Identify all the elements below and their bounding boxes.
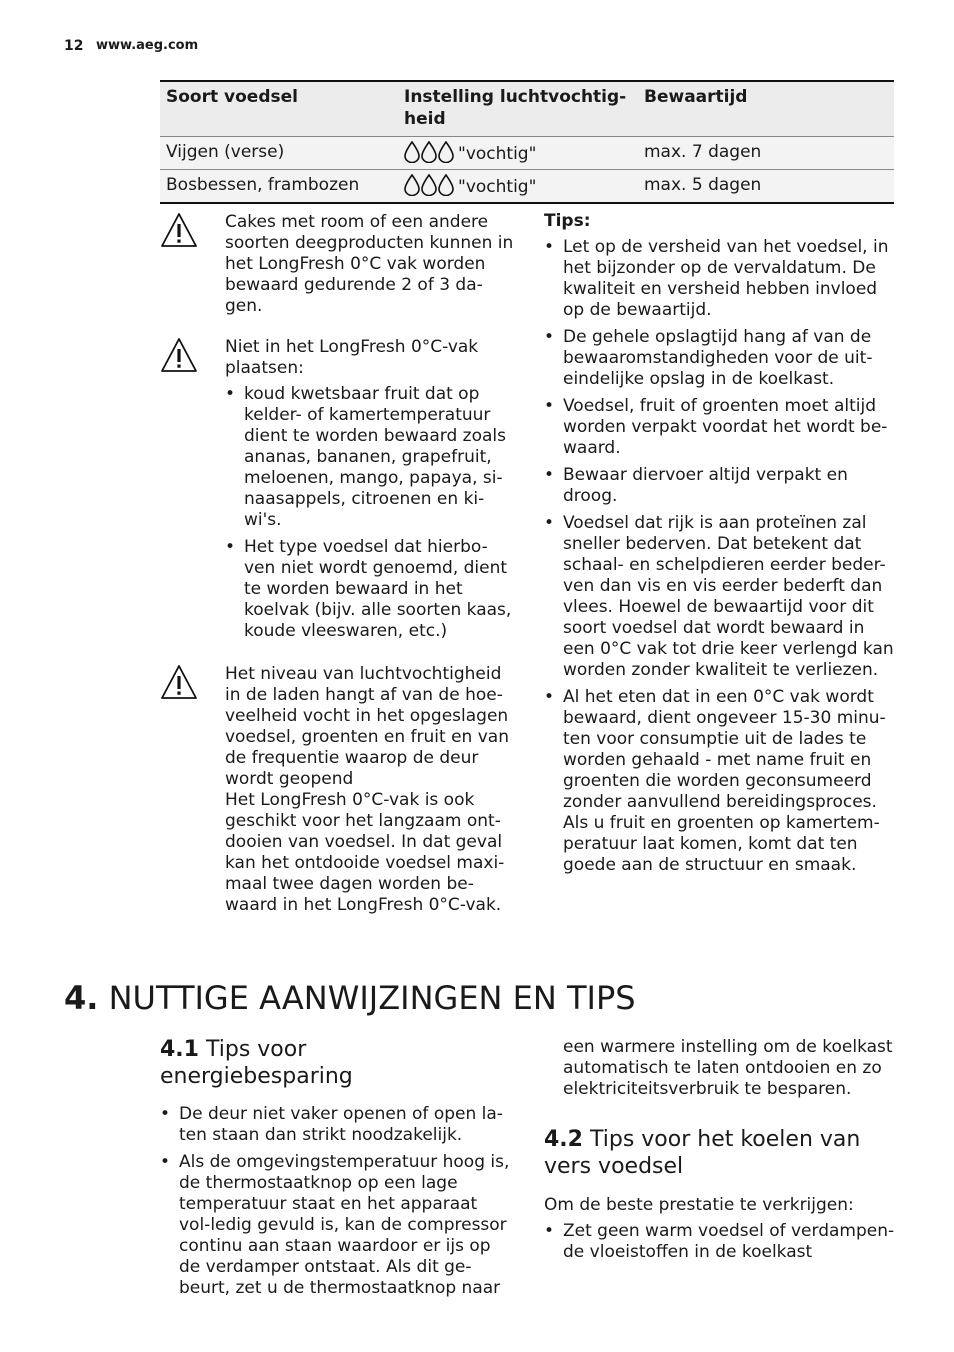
section-title-line1: Tips voor het koelen van [589, 1127, 861, 1152]
list-item: • De deur niet vaker openen of open la-ten staan dan strikt noodzakelijk. [160, 1104, 512, 1146]
list-item: • Voedsel dat rijk is aan proteïnen zal sneller bederven. Dat betekent dat schaal- en schelpdieren eerder beder-ven dan vis en vis eerder bederft dan vlees. Hoewel de bewaartijd voor dit soort voedsel dat wordt bewaard in een 0°C vak tot drie keer verlengd kan worden zonder kwaliteit te verliezen. [544, 513, 896, 681]
page-number: 12 [64, 38, 84, 54]
humidity-setting: "vochtig" [458, 177, 537, 197]
tips-title: Tips: [544, 211, 591, 231]
warning-text-2: Het LongFresh 0°C-vak is ook geschikt voor het langzaam ont-dooien van voedsel. In dat geval kan het ontdooide voedsel maxi-maal twee dagen worden be-waard in het LongFresh 0°C-vak. [225, 790, 505, 915]
list-item: • Bewaar diervoer altijd verpakt en droog. [544, 465, 896, 507]
chapter-heading [64, 978, 636, 1018]
section-4-1-continuation: een warmere instelling om de koelkast automatisch te laten ontdooien en zo elektriciteitsverbruik te besparen. [563, 1037, 893, 1099]
header-url: www.aeg.com [96, 38, 199, 53]
table-row [160, 170, 894, 204]
section-title-line2: energiebesparing [160, 1064, 353, 1089]
storage-time-cell: max. 5 dagen [638, 170, 894, 204]
warning-text: Niet in het LongFresh 0°C-vak plaatsen: [225, 337, 479, 378]
list-item: • Voedsel, fruit of groenten moet altijd worden verpakt voordat het wordt be-waard. [544, 396, 896, 459]
column-header-humidity: Instelling luchtvochtig-heid [398, 81, 638, 137]
humidity-cell [398, 137, 638, 170]
chapter-title: NUTTIGE AANWIJZINGEN EN TIPS [108, 979, 636, 1017]
list-item: • Zet geen warm voedsel of verdampen-de vloeistoffen in de koelkast [544, 1221, 896, 1263]
water-drops-icon [404, 174, 454, 196]
chapter-number: 4. [64, 979, 99, 1017]
table-row [160, 137, 894, 170]
section-heading-4-1 [160, 1036, 520, 1090]
section-title-line1: Tips voor [205, 1037, 307, 1062]
column-header-food: Soort voedsel [160, 81, 398, 137]
energy-tips-list [160, 1104, 512, 1299]
list-item: • koud kwetsbaar fruit dat op kelder- of kamertemperatuur dient te worden bewaard zoals ananas, bananen, grapefruit, meloenen, mango, papaya, si-naasappels, citroenen en ki-wi's. [225, 384, 517, 531]
warning-triangle-icon [160, 664, 198, 700]
warning-text: Het niveau van luchtvochtigheid in de laden hangt af van de hoe-veelheid vocht in het opgeslagen voedsel, groenten en fruit en van de frequentie waarop de deur wordt geopend [225, 664, 509, 789]
section-number: 4.2 [544, 1127, 583, 1152]
warning-text: Cakes met room of een andere soorten deegproducten kunnen in het LongFresh 0°C vak worden bewaard gedurende 2 of 3 da-gen. [225, 212, 514, 316]
warning-content [225, 664, 517, 916]
humidity-setting: "vochtig" [458, 144, 537, 164]
list-item: • Let op de versheid van het voedsel, in het bijzonder op de vervaldatum. De kwaliteit en versheid hebben invloed op de bewaartijd. [544, 237, 896, 321]
food-cell: Bosbessen, frambozen [160, 170, 398, 204]
storage-table [160, 80, 894, 204]
warning-content [225, 337, 517, 648]
table-header-row [160, 81, 894, 137]
warning-triangle-icon [160, 212, 198, 248]
section-4-1-body [160, 1104, 512, 1305]
storage-time-cell: max. 7 dagen [638, 137, 894, 170]
water-drops-icon [404, 141, 454, 163]
warning-triangle-icon [160, 337, 198, 373]
tips-list [544, 237, 896, 876]
section-heading-4-2 [544, 1126, 904, 1180]
list-item: • Al het eten dat in een 0°C vak wordt bewaard, dient ongeveer 15-30 minu-ten voor consumptie uit de lades te worden gehaald - met name fruit en groenten die worden geconsumeerd zonder aanvullend bereidingsproces. Als u fruit en groenten op kamertem-peratuur laat komen, komt dat ten goede aan de structuur en smaak. [544, 687, 896, 876]
warning-list [225, 384, 517, 642]
list-item: • Als de omgevingstemperatuur hoog is, de thermostaatknop op een lage temperatuur staat en het apparaat vol-ledig gevuld is, kan de compressor continu aan staan waardoor er ijs op de verdamper ontstaat. Als dit ge-beurt, zet u de thermostaatknop naar [160, 1152, 512, 1299]
humidity-cell [398, 170, 638, 204]
column-header-storage-time: Bewaartijd [638, 81, 894, 137]
section-title-line2: vers voedsel [544, 1154, 684, 1179]
list-item: • De gehele opslagtijd hang af van de bewaaromstandigheden voor de uit-eindelijke opslag in de koelkast. [544, 327, 896, 390]
food-cell: Vijgen (verse) [160, 137, 398, 170]
section-4-2-intro: Om de beste prestatie te verkrijgen: [544, 1195, 854, 1215]
tips-column [544, 211, 896, 882]
cooling-tips-list [544, 1221, 896, 1263]
section-4-2-body [544, 1221, 896, 1269]
list-item: • Het type voedsel dat hierbo-ven niet wordt genoemd, dient te worden bewaard in het koelvak (bijv. alle soorten kaas, koude vleeswaren, etc.) [225, 537, 517, 642]
section-number: 4.1 [160, 1037, 199, 1062]
